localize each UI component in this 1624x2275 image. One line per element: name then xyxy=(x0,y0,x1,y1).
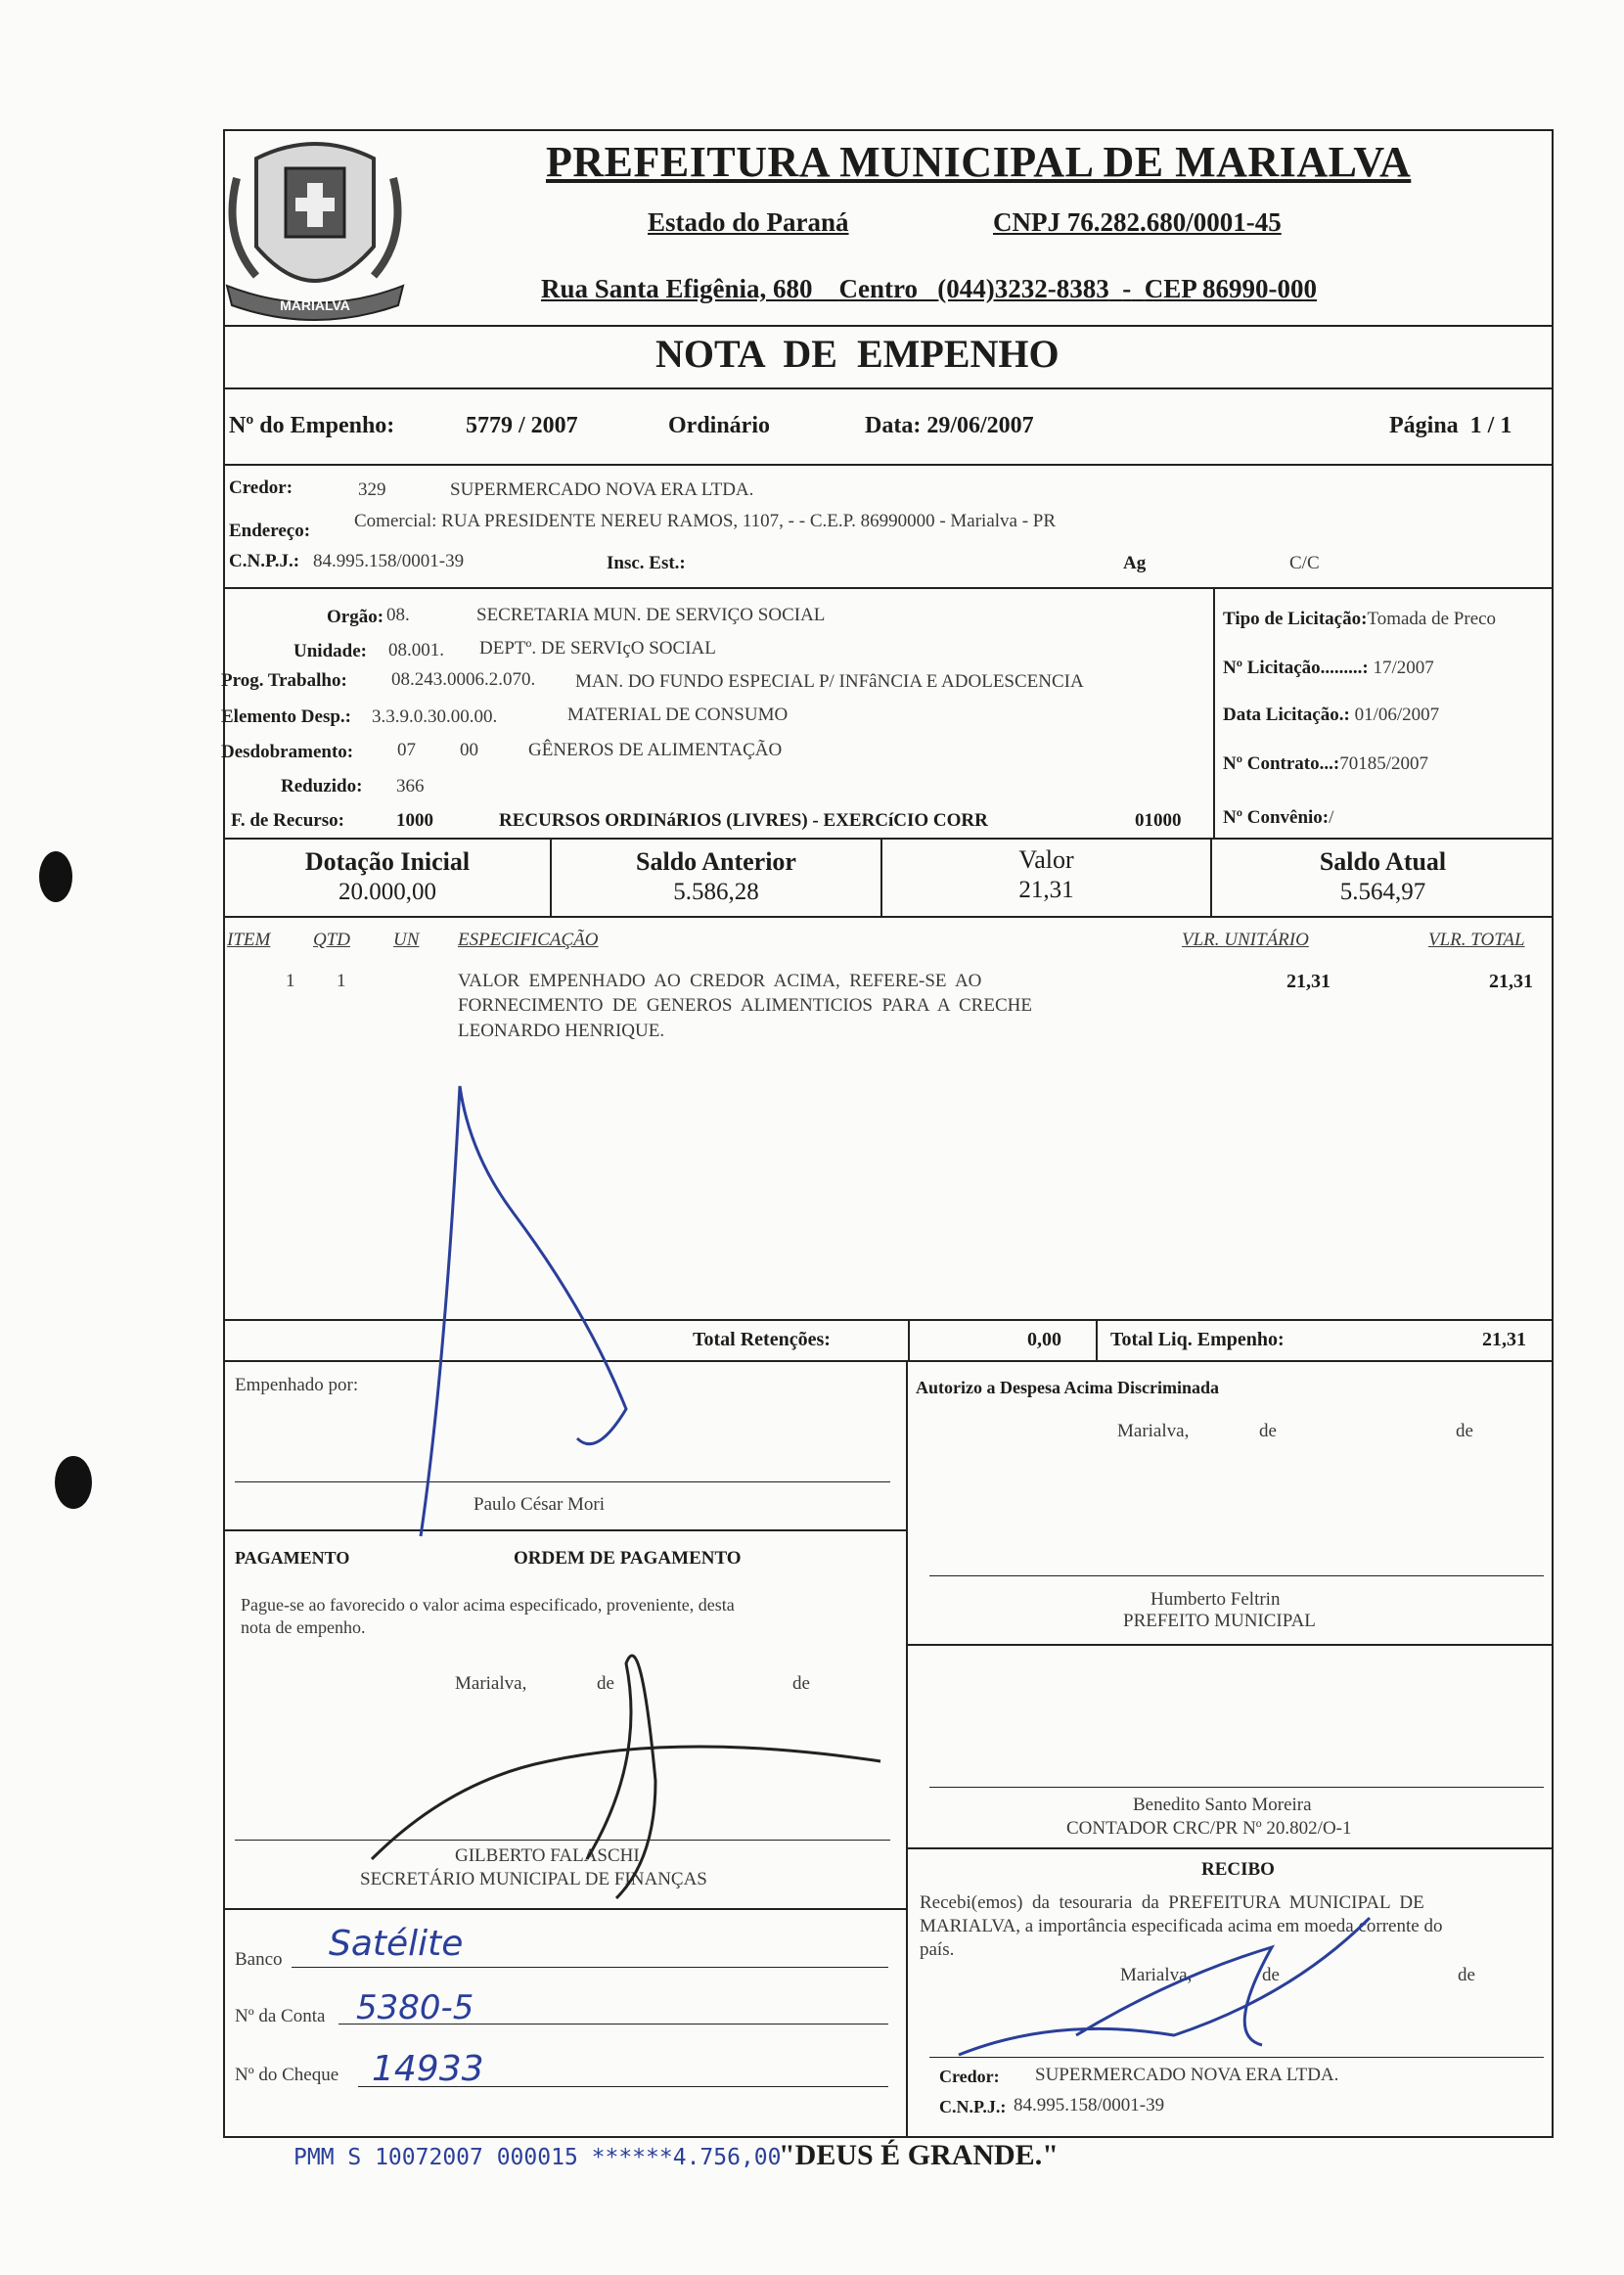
fonte-recurso-label: F. de Recurso: xyxy=(231,810,344,831)
municipality-title: PREFEITURA MUNICIPAL DE MARIALVA xyxy=(546,138,1412,186)
recibo-cnpj: 84.995.158/0001-39 xyxy=(1014,2095,1165,2116)
credor-name: SUPERMERCADO NOVA ERA LTDA. xyxy=(450,479,754,500)
recibo-de-2: de xyxy=(1458,1965,1475,1985)
punch-hole-top xyxy=(39,851,72,902)
machine-stamp: PMM S 10072007 000015 ******4.756,00 xyxy=(293,2145,782,2170)
col-item-header: ITEM xyxy=(227,930,271,950)
conta-corrente-label: C/C xyxy=(1289,553,1320,573)
tipo-licitacao-label: Tipo de Licitação:Tomada de Preco xyxy=(1223,609,1497,629)
cheque-label: Nº do Cheque xyxy=(235,2065,339,2085)
total-retencoes-label: Total Retenções: xyxy=(693,1329,831,1350)
cnpj-label: C.N.P.J.: xyxy=(229,551,300,571)
recibo-credor-label: Credor: xyxy=(939,2067,1000,2086)
fonte-recurso-code: 1000 xyxy=(396,810,433,831)
orgao-label: Orgão: xyxy=(327,607,384,627)
municipality-address xyxy=(541,274,1317,304)
autorizo-label: Autorizo a Despesa Acima Discriminada xyxy=(916,1378,1219,1397)
agencia-label: Ag xyxy=(1123,553,1147,573)
dotacao-inicial-label: Dotação Inicial xyxy=(304,847,471,876)
dotacao-inicial-value: 20.000,00 xyxy=(338,879,436,905)
prog-trabalho-name: MAN. DO FUNDO ESPECIAL P/ INFâNCIA E ADOLESCENCIA xyxy=(575,671,1084,692)
secretario-nome: GILBERTO FALASCHI xyxy=(455,1845,640,1866)
unidade-label: Unidade: xyxy=(293,641,367,661)
empenhado-por-label: Empenhado por: xyxy=(235,1375,359,1395)
footer-motto: "DEUS É GRANDE." xyxy=(779,2139,1059,2171)
valor-value: 21,31 xyxy=(1018,877,1074,903)
num-licitacao-value: 17/2007 xyxy=(1373,658,1434,678)
municipal-crest-logo xyxy=(217,129,413,335)
banco-label: Banco xyxy=(235,1949,283,1970)
empenho-number: 5779 / 2007 xyxy=(466,413,578,438)
unidade-code: 08.001. xyxy=(388,640,444,660)
orgao-name: SECRETARIA MUN. DE SERVIÇO SOCIAL xyxy=(476,605,826,625)
recibo-line3: país. xyxy=(920,1939,955,1960)
credor-address: Comercial: RUA PRESIDENTE NEREU RAMOS, 1107, - - C.E.P. 86990000 - Marialva - PR xyxy=(354,511,1057,531)
elemento-name: MATERIAL DE CONSUMO xyxy=(567,705,789,725)
prog-trabalho-code: 08.243.0006.2.070. xyxy=(391,669,536,690)
item-number: 1 xyxy=(286,971,295,991)
pagamento-de-2: de xyxy=(792,1673,810,1694)
crest-text: MARIALVA xyxy=(280,297,350,313)
autorizo-local: Marialva, xyxy=(1117,1421,1190,1441)
contrato-label: Nº Contrato...:70185/2007 xyxy=(1223,753,1428,774)
col-vlr-unitario-header: VLR. UNITÁRIO xyxy=(1182,930,1309,950)
conta-label: Nº da Conta xyxy=(235,2006,326,2026)
insc-est-label: Insc. Est.: xyxy=(607,553,686,573)
item-desc-line3: LEONARDO HENRIQUE. xyxy=(458,1021,665,1041)
elemento-code: 3.3.9.0.30.00.00. xyxy=(372,706,498,727)
total-liq-empenho-value: 21,31 xyxy=(1482,1329,1526,1350)
prog-trabalho-label: Prog. Trabalho: xyxy=(221,670,347,691)
prefeito-nome: Humberto Feltrin xyxy=(1150,1589,1281,1610)
autorizo-de-1: de xyxy=(1259,1421,1277,1441)
desdobramento-a: 07 xyxy=(397,740,416,760)
desdobramento-name: GÊNEROS DE ALIMENTAÇÃO xyxy=(528,740,783,760)
page-number: Página 1 / 1 xyxy=(1389,413,1512,438)
conta-handwritten: 5380-5 xyxy=(356,1988,474,2027)
num-licitacao-label: Nº Licitação.........: 17/2007 xyxy=(1223,658,1434,678)
contador-cargo: CONTADOR CRC/PR Nº 20.802/O-1 xyxy=(1066,1818,1352,1839)
pagamento-local: Marialva, xyxy=(455,1673,527,1694)
municipality-cnpj: CNPJ 76.282.680/0001-45 xyxy=(993,207,1282,237)
empenho-label: Nº do Empenho: xyxy=(229,413,395,438)
fonte-recurso-code2: 01000 xyxy=(1135,810,1182,831)
document-title: NOTA DE EMPENHO xyxy=(655,332,1060,376)
fonte-recurso-name: RECURSOS ORDINáRIOS (LIVRES) - EXERCíCIO CORR xyxy=(499,810,988,831)
pagamento-label: PAGAMENTO xyxy=(235,1548,350,1568)
ordem-pagamento-label: ORDEM DE PAGAMENTO xyxy=(514,1548,742,1569)
saldo-anterior-value: 5.586,28 xyxy=(673,879,759,905)
address-phone: (044)3232-8383 xyxy=(937,274,1109,303)
empenho-type: Ordinário xyxy=(668,413,771,438)
desdobramento-b: 00 xyxy=(460,740,478,760)
tipo-licitacao-value: Tomada de Preco xyxy=(1367,609,1497,629)
endereco-label: Endereço: xyxy=(229,521,311,541)
item-desc-line2: FORNECIMENTO DE GENEROS ALIMENTICIOS PARA A CRECHE xyxy=(458,995,1032,1016)
convenio-label: Nº Convênio:/ xyxy=(1223,807,1334,828)
empenhado-por-nome: Paulo César Mori xyxy=(474,1494,606,1515)
recibo-local: Marialva, xyxy=(1120,1965,1193,1985)
contrato-value: 70185/2007 xyxy=(1339,753,1428,774)
recibo-title: RECIBO xyxy=(1201,1859,1275,1880)
item-unit-value: 21,31 xyxy=(1286,971,1331,992)
credor-label: Credor: xyxy=(229,478,293,498)
data-licitacao-label: Data Licitação.: 01/06/2007 xyxy=(1223,705,1440,725)
cheque-handwritten: 14933 xyxy=(372,2049,484,2089)
empenho-date: Data: 29/06/2007 xyxy=(865,413,1034,438)
recibo-de-1: de xyxy=(1262,1965,1280,1985)
elemento-label: Elemento Desp.: xyxy=(221,706,351,727)
pague-text-line1: Pague-se ao favorecido o valor acima especificado, proveniente, desta xyxy=(241,1595,735,1615)
prefeito-cargo: PREFEITO MUNICIPAL xyxy=(1123,1611,1316,1631)
credor-cnpj: 84.995.158/0001-39 xyxy=(313,551,465,571)
col-especificacao-header: ESPECIFICAÇÃO xyxy=(458,930,599,950)
state-name: Estado do Paraná xyxy=(648,207,849,237)
recibo-credor-nome: SUPERMERCADO NOVA ERA LTDA. xyxy=(1035,2065,1339,2085)
address-separator: - xyxy=(1122,274,1132,303)
total-retencoes-value: 0,00 xyxy=(1027,1329,1061,1350)
total-liq-empenho-label: Total Liq. Empenho: xyxy=(1110,1329,1285,1350)
autorizo-de-2: de xyxy=(1456,1421,1473,1441)
reduzido-value: 366 xyxy=(396,776,425,796)
desdobramento-label: Desdobramento: xyxy=(221,742,354,762)
recibo-cnpj-label: C.N.P.J.: xyxy=(939,2097,1007,2116)
item-desc-line1: VALOR EMPENHADO AO CREDOR ACIMA, REFERE-SE AO xyxy=(458,971,982,991)
pagamento-de-1: de xyxy=(597,1673,614,1694)
recibo-line1: Recebi(emos) da tesouraria da PREFEITURA MUNICIPAL DE xyxy=(920,1892,1424,1913)
col-un-header: UN xyxy=(393,930,420,950)
col-vlr-total-header: VLR. TOTAL xyxy=(1428,930,1525,950)
saldo-atual-value: 5.564,97 xyxy=(1339,879,1426,905)
data-licitacao-value: 01/06/2007 xyxy=(1354,705,1440,725)
recibo-line2: MARIALVA, a importância especificada acima em moeda corrente do xyxy=(920,1916,1443,1936)
valor-label: Valor xyxy=(1018,845,1074,874)
item-total-value: 21,31 xyxy=(1489,971,1533,992)
address-district: Centro xyxy=(838,274,919,303)
pague-text-line2: nota de empenho. xyxy=(241,1617,366,1637)
address-cep: CEP 86990-000 xyxy=(1144,274,1318,303)
credor-code: 329 xyxy=(358,479,386,500)
contador-nome: Benedito Santo Moreira xyxy=(1133,1795,1312,1815)
saldo-anterior-label: Saldo Anterior xyxy=(636,847,796,876)
orgao-code: 08. xyxy=(386,605,410,625)
address-street: Rua Santa Efigênia, 680 xyxy=(541,274,813,303)
unidade-name: DEPTº. DE SERVIçO SOCIAL xyxy=(479,638,716,659)
banco-handwritten: Satélite xyxy=(329,1924,464,1964)
punch-hole-bottom xyxy=(55,1456,92,1509)
reduzido-label: Reduzido: xyxy=(281,776,363,796)
saldo-atual-label: Saldo Atual xyxy=(1319,847,1447,876)
item-qtd: 1 xyxy=(337,971,346,991)
convenio-value: / xyxy=(1329,807,1334,828)
col-qtd-header: QTD xyxy=(313,930,351,950)
secretario-cargo: SECRETÁRIO MUNICIPAL DE FINANÇAS xyxy=(360,1869,707,1889)
